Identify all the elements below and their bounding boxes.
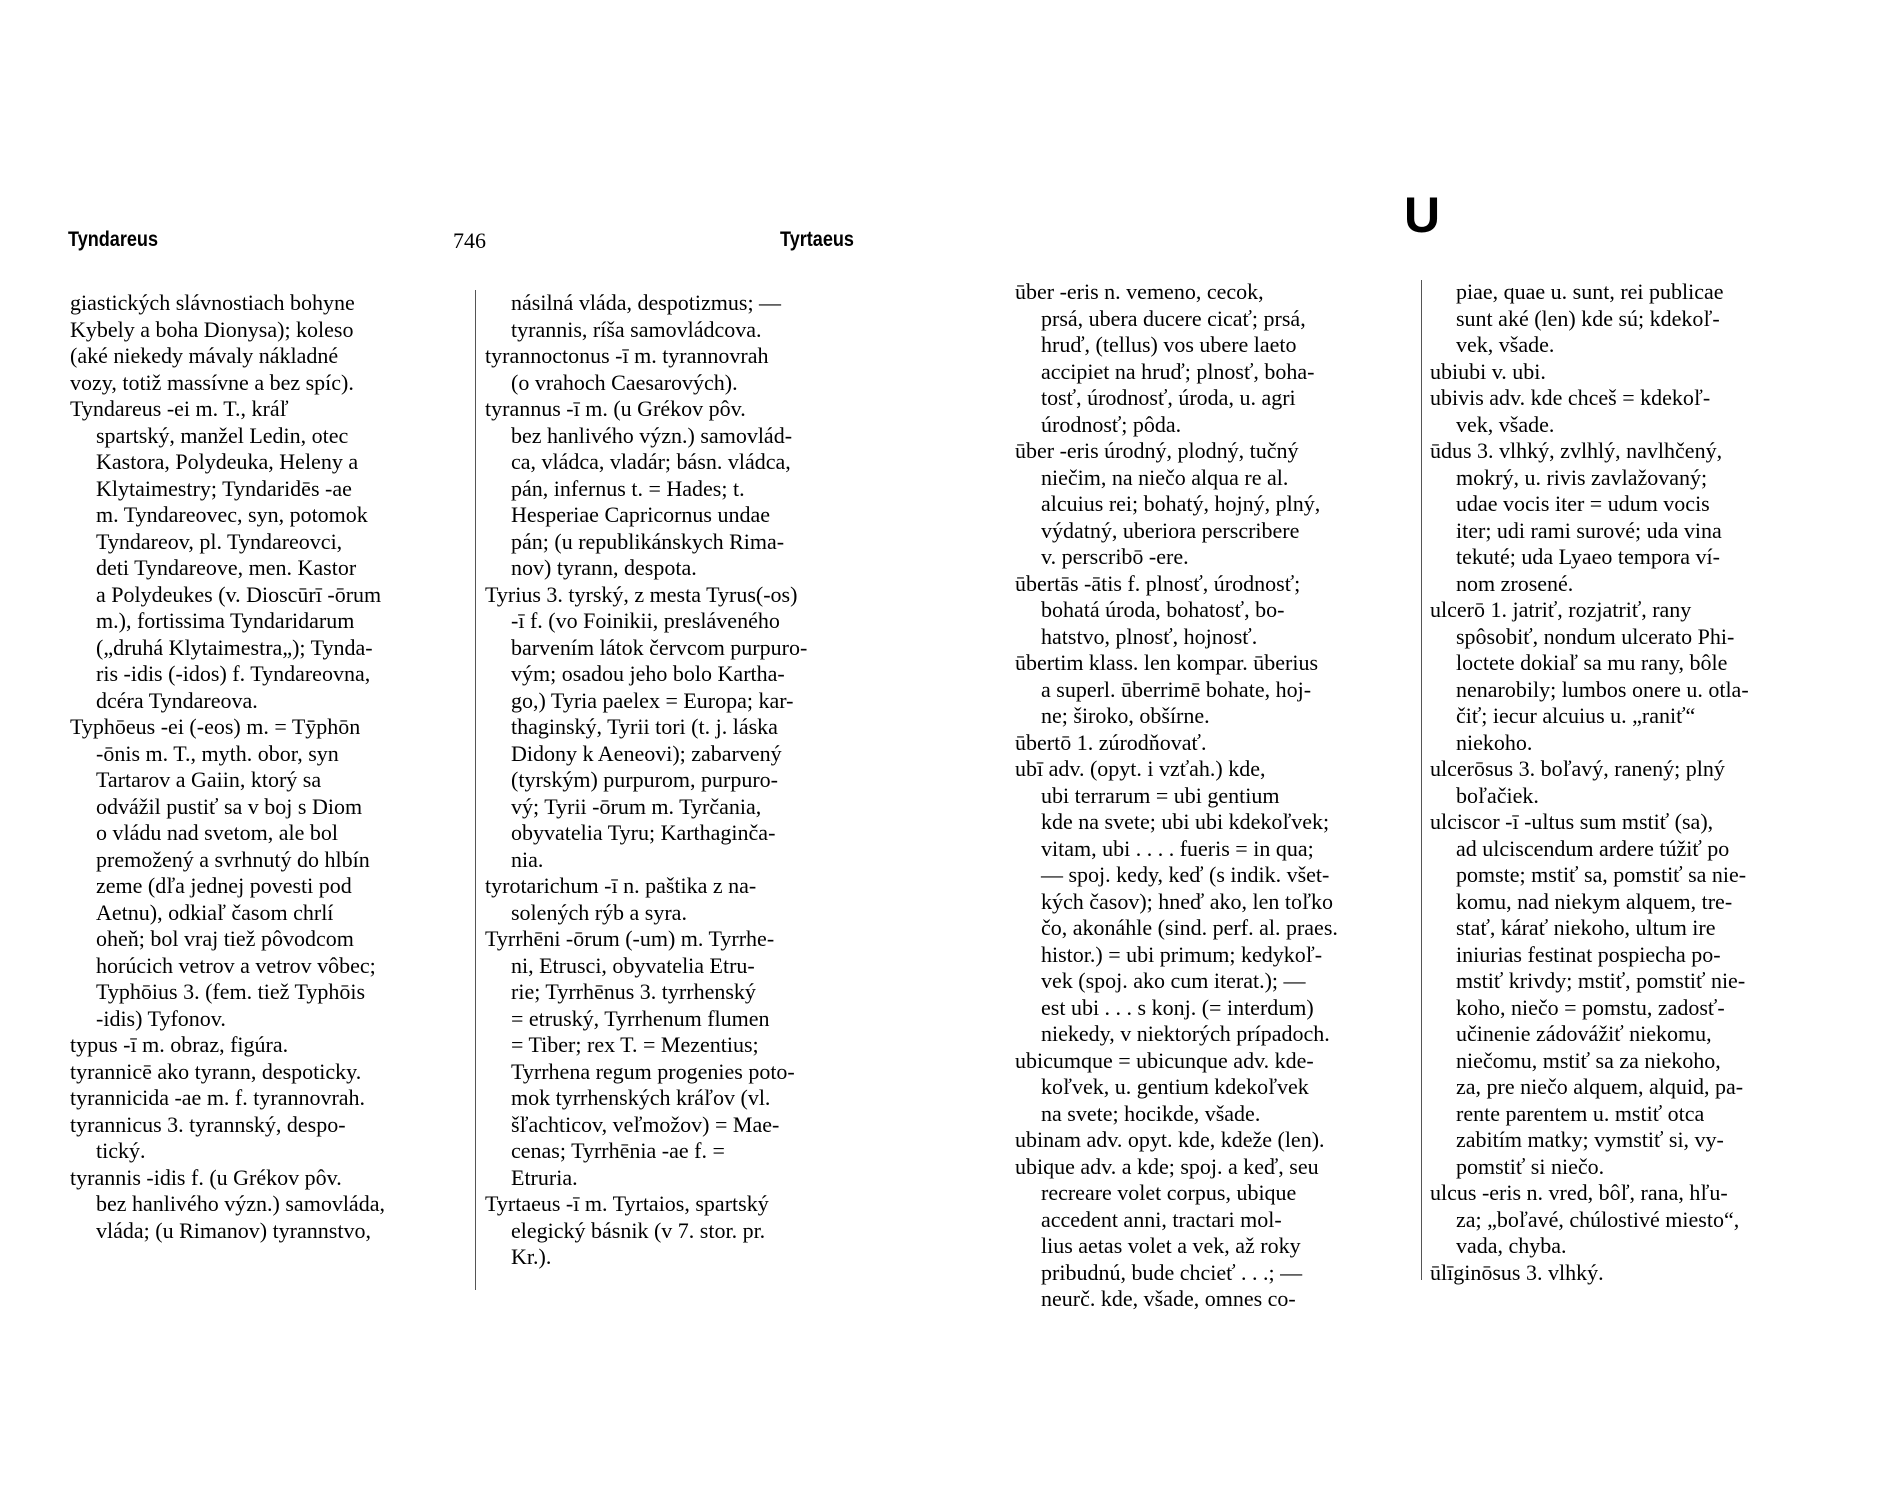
text-line: mokrý, u. rivis zavlažovaný;: [1456, 464, 1708, 490]
dictionary-column-3: [1015, 279, 1413, 1313]
text-line: (aké niekedy mávaly nákladné: [70, 343, 339, 368]
text-line: za, pre niečo alquem, alquid, pa-: [1456, 1074, 1744, 1099]
text-line: pomste; mstiť sa, pomstiť sa nie-: [1456, 862, 1747, 887]
text-line: ulcerō 1. jatriť, rozjatriť, rany: [1430, 597, 1692, 622]
text-line: ubique adv. a kde; spoj. a keď, seu: [1015, 1153, 1319, 1179]
text-line: kých časov); hneď ako, len toľko: [1041, 888, 1333, 914]
dictionary-column-4: [1430, 279, 1828, 1286]
text-line: vláda; (u Rimanov) tyrannstvo,: [96, 1217, 371, 1243]
text-line: ubinam adv. opyt. kde, kdeže (len).: [1015, 1127, 1325, 1152]
text-line: accipiet na hruď; plnosť, boha-: [1041, 358, 1315, 384]
dictionary-column-1: [70, 290, 466, 1244]
text-line: thaginský, Tyrii tori (t. j. láska: [511, 714, 778, 739]
text-line: vek, všade.: [1456, 411, 1555, 437]
text-line: tyrannus -ī m. (u Grékov pôv.: [485, 396, 746, 421]
text-line: oheň; bol vraj tiež pôvodcom: [96, 926, 354, 951]
text-line: Didony k Aeneovi); zabarvený: [511, 740, 782, 766]
text-line: premožený a svrhnutý do hlbín: [96, 846, 370, 872]
text-line: ulciscor -ī -ultus sum mstiť (sa),: [1430, 809, 1714, 834]
text-line: mok tyrrhenských kráľov (vl.: [511, 1085, 771, 1110]
text-line: ulcus -eris n. vred, bôľ, rana, hľu-: [1430, 1180, 1728, 1205]
text-line: alcuius rei; bohatý, hojný, plný,: [1041, 491, 1321, 516]
text-line: hatstvo, plnosť, hojnosť.: [1041, 623, 1258, 649]
section-letter: U: [1404, 187, 1441, 243]
text-line: spartský, manžel Ledin, otec: [96, 422, 349, 448]
text-line: výdatný, uberiora perscribere: [1041, 517, 1300, 543]
text-line: niečim, na niečo alqua re al.: [1041, 464, 1289, 490]
text-line: učinenie zádovážiť niekomu,: [1456, 1021, 1712, 1046]
text-line: Tyrius 3. tyrský, z mesta Tyrus(-os): [485, 581, 798, 607]
text-line: v. perscribō -ere.: [1041, 544, 1189, 569]
text-line: šľachticov, veľmožov) = Mae-: [511, 1111, 780, 1137]
text-line: koľvek, u. gentium kdekoľvek: [1041, 1074, 1309, 1099]
text-line: nov) tyrann, despota.: [511, 555, 697, 580]
text-line: tyrannicē ako tyrann, despoticky.: [70, 1058, 362, 1084]
text-line: čiť; iecur alcuius u. „raniť“: [1456, 703, 1696, 728]
text-line: odvážil pustiť sa v boj s Diom: [96, 793, 363, 819]
column-rule-right: [1421, 280, 1422, 1280]
text-line: elegický básnik (v 7. stor. pr.: [511, 1217, 766, 1243]
text-line: Tyrrhena regum progenies poto-: [511, 1058, 795, 1084]
text-line: Tyndareus -ei m. T., kráľ: [70, 396, 289, 421]
text-line: pribudnú, bude chcieť . . .; —: [1041, 1259, 1303, 1285]
running-head-left: Tyndareus: [68, 228, 159, 251]
text-line: bez hanlivého význ.) samovlád-: [511, 422, 793, 448]
text-line: ūbertō 1. zúrodňovať.: [1015, 729, 1207, 755]
text-line: hruď, (tellus) vos ubere laeto: [1041, 332, 1297, 357]
text-line: boľačiek.: [1456, 782, 1539, 808]
page-number: 746: [453, 228, 486, 253]
text-line: = etruský, Tyrrhenum flumen: [511, 1005, 770, 1031]
text-line: vozy, totiž massívne a bez spíc).: [70, 369, 354, 395]
text-line: ni, Etrusci, obyvatelia Etru-: [511, 952, 755, 978]
text-line: neurč. kde, všade, omnes co-: [1041, 1286, 1296, 1311]
text-line: ulcerōsus 3. boľavý, ranený; plný: [1430, 756, 1725, 781]
text-line: kde na svete; ubi ubi kdekoľvek;: [1041, 809, 1330, 834]
text-line: bohatá úroda, bohatosť, bo-: [1041, 597, 1285, 622]
text-line: obyvatelia Tyru; Karthaginča-: [511, 820, 776, 845]
text-line: za; „boľavé, chúlostivé miesto“,: [1456, 1206, 1740, 1232]
text-line: nom zrosené.: [1456, 570, 1574, 596]
text-line: na svete; hocikde, všade.: [1041, 1100, 1261, 1126]
text-line: piae, quae u. sunt, rei publicae: [1456, 279, 1724, 304]
text-line: spôsobiť, nondum ulcerato Phi-: [1456, 623, 1735, 649]
text-line: tyrotarichum -ī n. paštika z na-: [485, 873, 757, 898]
text-line: horúcich vetrov a vetrov vôbec;: [96, 952, 376, 978]
text-line: -idis) Tyfonov.: [96, 1005, 226, 1031]
text-line: vek (spoj. ako cum iterat.); —: [1041, 968, 1306, 993]
text-line: tyrannicus 3. tyrannský, despo-: [70, 1111, 346, 1137]
text-line: ubi terrarum = ubi gentium: [1041, 782, 1280, 808]
text-line: násilná vláda, despotizmus; —: [511, 290, 782, 315]
text-line: (o vrahoch Caesarových).: [511, 369, 738, 395]
text-line: ca, vládca, vladár; básn. vládca,: [511, 449, 791, 474]
text-line: Etruria.: [511, 1164, 578, 1190]
text-line: ubicumque = ubicunque adv. kde-: [1015, 1047, 1314, 1073]
text-line: vým; osadou jeho bolo Kartha-: [511, 661, 785, 686]
text-line: (tyrským) purpurom, purpuro-: [511, 767, 779, 792]
text-line: — spoj. kedy, keď (s indik. všet-: [1041, 862, 1330, 887]
text-line: accedent anni, tractari mol-: [1041, 1206, 1282, 1232]
text-line: nia.: [511, 846, 544, 872]
text-line: Hesperiae Capricornus undae: [511, 502, 771, 527]
text-line: Kybely a boha Dionysa); koleso: [70, 316, 354, 342]
text-line: ubivis adv. kde chceš = kdekoľ-: [1430, 385, 1711, 410]
text-line: Kr.).: [511, 1244, 552, 1269]
text-line: ūlīginōsus 3. vlhký.: [1430, 1259, 1604, 1285]
text-line: a superl. ūberrimē bohate, hoj-: [1041, 676, 1312, 702]
text-line: zabitím matky; vymstiť si, vy-: [1456, 1127, 1724, 1152]
text-line: ne; široko, obšírne.: [1041, 703, 1210, 728]
text-line: m.), fortissima Tyndaridarum: [96, 608, 355, 633]
text-line: m. Tyndareovec, syn, potomok: [96, 502, 368, 527]
text-line: Tyrtaeus -ī m. Tyrtaios, spartský: [485, 1191, 769, 1216]
text-line: tosť, úrodnosť, úroda, u. agri: [1041, 385, 1296, 410]
text-line: ūbertim klass. len kompar. ūberius: [1015, 650, 1319, 675]
text-line: bez hanlivého význ.) samovláda,: [96, 1191, 385, 1216]
text-line: est ubi . . . s konj. (= interdum): [1041, 994, 1314, 1020]
text-line: a Polydeukes (v. Dioscūrī -ōrum: [96, 581, 382, 607]
text-line: barvením látok červcom purpuro-: [511, 634, 808, 660]
text-line: tický.: [96, 1138, 146, 1163]
text-line: o vládu nad svetom, ale bol: [96, 820, 338, 845]
text-line: deti Tyndareove, men. Kastor: [96, 555, 357, 580]
text-line: pán, infernus t. = Hades; t.: [511, 475, 745, 501]
text-line: prsá, ubera ducere cicať; prsá,: [1041, 305, 1306, 331]
text-line: sunt aké (len) kde sú; kdekoľ-: [1456, 305, 1720, 331]
text-line: ūbertās -ātis f. plnosť, úrodnosť;: [1015, 570, 1301, 596]
text-line: udae vocis iter = udum vocis: [1456, 491, 1710, 516]
text-line: komu, nad niekym alquem, tre-: [1456, 888, 1733, 914]
text-line: tekuté; uda Lyaeo tempora ví-: [1456, 544, 1720, 569]
text-line: Tyrrhēni -ōrum (-um) m. Tyrrhe-: [485, 926, 775, 951]
text-line: ūber -eris n. vemeno, cecok,: [1015, 279, 1264, 304]
text-line: pán; (u republikánskych Rima-: [511, 528, 785, 554]
text-line: Klytaimestry; Tyndaridēs -ae: [96, 475, 352, 501]
text-line: -ōnis m. T., myth. obor, syn: [96, 740, 339, 766]
text-line: zeme (dľa jednej povesti pod: [96, 873, 352, 898]
text-line: Typhōeus -ei (-eos) m. = Tȳphōn: [70, 714, 361, 739]
text-line: niekedy, v niektorých prípadoch.: [1041, 1021, 1330, 1046]
text-line: pomstiť si niečo.: [1456, 1153, 1605, 1179]
text-line: rente parentem u. mstiť otca: [1456, 1100, 1705, 1126]
text-line: stať, kárať niekoho, ultum ire: [1456, 915, 1716, 940]
text-line: loctete dokiaľ sa mu rany, bôle: [1456, 650, 1728, 675]
text-line: vý; Tyrii -ōrum m. Tyrčania,: [511, 793, 762, 819]
text-line: mstiť krivdy; mstiť, pomstiť nie-: [1456, 968, 1746, 993]
text-line: solených rýb a syra.: [511, 899, 687, 925]
text-line: cenas; Tyrrhēnia -ae f. =: [511, 1138, 725, 1163]
text-line: tyrannoctonus -ī m. tyrannovrah: [485, 343, 769, 368]
text-line: vada, chyba.: [1456, 1233, 1567, 1258]
text-line: = Tiber; rex T. = Mezentius;: [511, 1032, 759, 1057]
text-line: giastických slávnostiach bohyne: [70, 290, 355, 315]
dictionary-column-2: [485, 290, 882, 1271]
running-head-right: Tyrtaeus: [780, 228, 854, 251]
text-line: Aetnu), odkiaľ časom chrlí: [96, 899, 334, 925]
text-line: tyrannis, ríša samovládcova.: [511, 316, 762, 342]
text-line: ubī adv. (opyt. i vzťah.) kde,: [1015, 756, 1266, 781]
text-line: úrodnosť; pôda.: [1041, 411, 1182, 437]
text-line: Typhōius 3. (fem. tiež Typhōis: [96, 979, 366, 1004]
text-line: lius aetas volet a vek, až roky: [1041, 1233, 1301, 1258]
text-line: recreare volet corpus, ubique: [1041, 1180, 1297, 1205]
text-line: Tartarov a Gaiin, ktorý sa: [96, 767, 322, 792]
text-line: histor.) = ubi primum; kedykoľ-: [1041, 941, 1323, 967]
column-rule-left: [475, 290, 476, 1290]
text-line: („druhá Klytaimestra„); Tynda-: [96, 634, 373, 660]
text-line: ad ulciscendum ardere túžiť po: [1456, 835, 1730, 861]
text-line: Tyndareov, pl. Tyndareovci,: [96, 528, 343, 554]
text-line: iter; udi rami surové; uda vina: [1456, 517, 1722, 543]
text-line: ubiubi v. ubi.: [1430, 358, 1546, 384]
text-line: Kastora, Polydeuka, Heleny a: [96, 449, 359, 474]
text-line: tyrannis -idis f. (u Grékov pôv.: [70, 1164, 342, 1190]
text-line: niekoho.: [1456, 729, 1533, 755]
text-line: ūber -eris úrodný, plodný, tučný: [1015, 438, 1299, 463]
text-line: nenarobily; lumbos onere u. otla-: [1456, 676, 1749, 702]
text-line: vitam, ubi . . . . fueris = in qua;: [1041, 835, 1314, 861]
text-line: ūdus 3. vlhký, zvlhlý, navlhčený,: [1430, 438, 1723, 463]
text-line: vek, všade.: [1456, 332, 1555, 357]
text-line: čo, akonáhle (sind. perf. al. praes.: [1041, 915, 1338, 940]
text-line: go,) Tyria paelex = Europa; kar-: [511, 687, 794, 713]
text-line: tyrannicida -ae m. f. tyrannovrah.: [70, 1085, 366, 1110]
text-line: rie; Tyrrhēnus 3. tyrrhenský: [511, 979, 756, 1004]
text-line: iniurias festinat pospiecha po-: [1456, 941, 1721, 967]
text-line: ris -idis (-idos) f. Tyndareovna,: [96, 661, 371, 686]
text-line: typus -ī m. obraz, figúra.: [70, 1032, 289, 1057]
text-line: koho, niečo = pomstu, zadosť-: [1456, 994, 1725, 1020]
text-line: -ī f. (vo Foinikii, preslávenéһo: [511, 608, 780, 633]
text-line: dcéra Tyndareova.: [96, 687, 258, 713]
text-line: niečomu, mstiť sa za niekoho,: [1456, 1047, 1721, 1073]
